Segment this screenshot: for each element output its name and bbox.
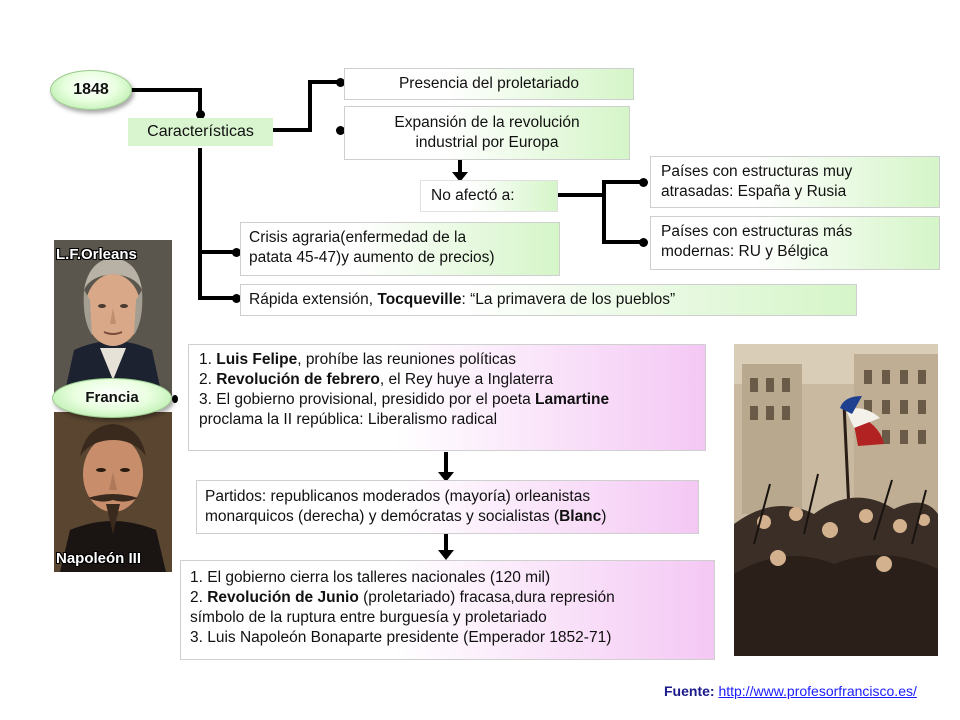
connector-noafecto-h <box>556 193 606 197</box>
rapida-post: : “La primavera de los pueblos” <box>461 291 676 308</box>
junio-l2-post: (proletariado) fracasa,dura represión <box>358 589 615 606</box>
connector-dot <box>172 395 178 403</box>
connector-dot <box>639 178 648 187</box>
caracteristicas-box <box>128 118 273 146</box>
portrait-top-svg <box>54 240 172 396</box>
francia-line-3 <box>199 390 705 410</box>
francia-l1-bold: Luis Felipe <box>216 351 298 368</box>
rapida-box <box>240 284 857 316</box>
junio-box <box>180 560 715 660</box>
connector-trunk <box>198 148 202 300</box>
revolution-painting-image <box>734 344 938 656</box>
presencia-label: Presencia del proletariado <box>398 75 580 92</box>
paises-atrasadas-line-2: atrasadas: España y Rusia <box>661 183 847 200</box>
connector-dot <box>639 238 648 247</box>
francia-events-box <box>188 344 706 451</box>
connector-noafecto-v <box>602 180 606 244</box>
fuente-line <box>664 683 917 699</box>
francia-l1-pre: 1. <box>199 351 217 368</box>
francia-line-2 <box>199 370 705 390</box>
crisis-box <box>240 222 560 276</box>
portrait-bottom-label: Napoleón III <box>56 550 142 567</box>
francia-line-4: proclama la II república: Liberalismo radical <box>199 411 498 428</box>
francia-l2-pre: 2. <box>199 371 217 388</box>
connector-modernas <box>602 240 644 244</box>
no-afecto-box <box>420 180 558 212</box>
partidos-l2-pre: monarquicos (derecha) y demócratas y socialistas ( <box>205 508 560 525</box>
rapida-pre: Rápida extensión, <box>249 291 378 308</box>
francia-l1-post: , prohíbe las reuniones políticas <box>297 351 517 368</box>
francia-l2-bold: Revolución de febrero <box>216 371 380 388</box>
portrait-top-label: L.F.Orleans <box>56 246 137 263</box>
partidos-l2-post: ) <box>601 508 607 525</box>
francia-l2-post: , el Rey huye a Inglaterra <box>379 371 554 388</box>
expansion-box <box>344 106 630 160</box>
paises-atrasadas-box <box>650 156 940 208</box>
partidos-line-2 <box>205 507 698 527</box>
paises-atrasadas-line-1: Países con estructuras muy <box>661 163 853 180</box>
paises-modernas-box <box>650 216 940 270</box>
portrait-louis-philippe-image <box>54 240 172 396</box>
portrait-napoleon-iii-image <box>54 412 172 572</box>
expansion-line-1: Expansión de la revolución <box>394 114 580 131</box>
francia-l3-bold: Lamartine <box>535 391 610 408</box>
junio-line-1: 1. El gobierno cierra los talleres nacionales (120 mil) <box>190 569 551 586</box>
junio-l2-bold: Revolución de Junio <box>207 589 359 606</box>
arrow-1-shaft <box>444 452 448 474</box>
crisis-line-2: patata 45-47)y aumento de precios) <box>249 249 495 266</box>
francia-label: Francia <box>85 389 139 406</box>
fuente-label: Fuente: <box>664 683 715 699</box>
year-label: 1848 <box>73 81 109 98</box>
partidos-line-1: Partidos: republicanos moderados (mayoría) orleanistas <box>205 488 591 505</box>
year-1848-oval <box>50 70 132 110</box>
francia-oval <box>52 378 172 418</box>
caracteristicas-label: Características <box>147 123 254 140</box>
junio-line-3: símbolo de la ruptura entre burguesía y proletariado <box>190 609 547 626</box>
connector-carac-v <box>308 80 312 132</box>
fuente-link[interactable]: http://www.profesorfrancisco.es/ <box>718 683 917 699</box>
painting-svg <box>734 344 938 656</box>
rapida-tocqueville: Tocqueville <box>377 291 462 308</box>
junio-line-2 <box>190 588 714 608</box>
connector-atrasadas <box>602 180 644 184</box>
paises-modernas-line-1: Países con estructuras más <box>661 223 853 240</box>
partidos-l2-bold: Blanc <box>559 508 602 525</box>
francia-l3-pre: 3. El gobierno provisional, presidido por el poeta <box>199 391 536 408</box>
arrow-down-icon <box>438 550 454 560</box>
junio-line-4: 3. Luis Napoleón Bonaparte presidente (Emperador 1852-71) <box>190 629 612 646</box>
junio-l2-pre: 2. <box>190 589 208 606</box>
presencia-box <box>344 68 634 100</box>
francia-line-1 <box>199 350 705 370</box>
connector-carac-h <box>272 128 312 132</box>
partidos-box <box>196 480 699 534</box>
crisis-line-1: Crisis agraria(enfermedad de la <box>249 229 467 246</box>
no-afecto-label: No afectó a: <box>431 187 515 204</box>
expansion-line-2: industrial por Europa <box>415 134 559 151</box>
connector-1848-h <box>130 88 202 92</box>
portrait-bottom-svg <box>54 412 172 572</box>
paises-modernas-line-2: modernas: RU y Bélgica <box>661 243 829 260</box>
